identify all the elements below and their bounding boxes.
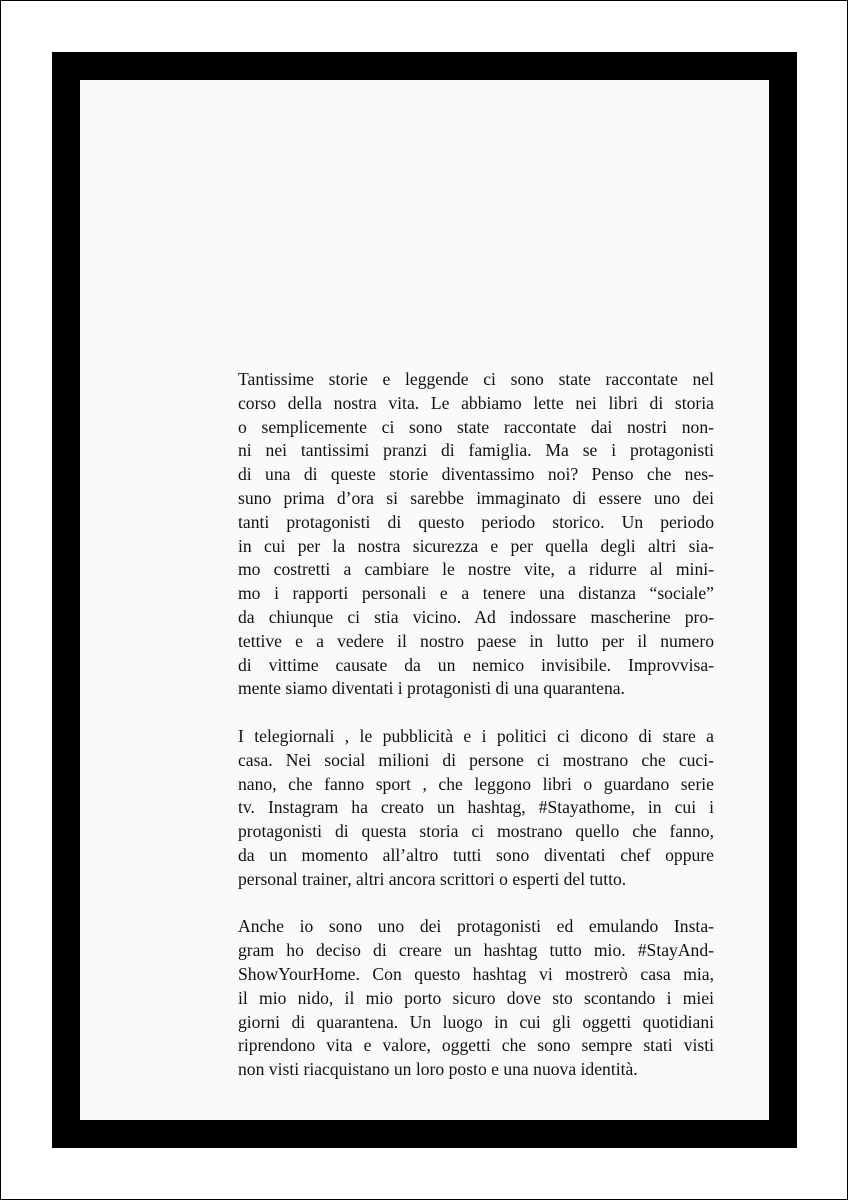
- text-line: di una di queste storie diventassimo noi? Penso che nes-: [238, 464, 714, 485]
- paragraph-1: [238, 368, 714, 701]
- text-line: mo i rapporti personali e a tenere una distanza “sociale”: [238, 583, 714, 604]
- text-line: Anche io sono uno dei protagonisti ed emulando Insta-: [238, 916, 714, 937]
- text-line: tv. Instagram ha creato un hashtag, #Stayathome, in cui i: [238, 797, 714, 818]
- text-line: mente siamo diventati i protagonisti di una quarantena.: [238, 678, 625, 699]
- text-line: tanti protagonisti di questo periodo storico. Un periodo: [238, 511, 714, 532]
- text-line: il mio nido, il mio porto sicuro dove sto scontando i miei: [238, 987, 714, 1008]
- paragraph-3: [238, 915, 714, 1082]
- paragraph-2: [238, 725, 714, 892]
- text-line: casa. Nei social milioni di persone ci mostrano che cuci-: [238, 749, 714, 770]
- text-line: da chiunque ci stia vicino. Ad indossare mascherine pro-: [238, 606, 714, 627]
- text-line: ShowYourHome. Con questo hashtag vi mostrerò casa mia,: [238, 963, 714, 984]
- text-line: mo costretti a cambiare le nostre vite, a ridurre al mini-: [238, 559, 714, 580]
- text-line: suno prima d’ora si sarebbe immaginato di essere uno dei: [238, 487, 714, 508]
- text-line: da un momento all’altro tutti sono diventati chef oppure: [238, 844, 714, 865]
- text-line: tettive e a vedere il nostro paese in lutto per il numero: [238, 630, 714, 651]
- text-line: in cui per la nostra sicurezza e per quella degli altri sia-: [238, 535, 714, 556]
- page-panel: [80, 80, 769, 1120]
- text-line: personal trainer, altri ancora scrittori o esperti del tutto.: [238, 868, 627, 889]
- text-line: di vittime causate da un nemico invisibile. Improvvisa-: [238, 654, 714, 675]
- text-line: giorni di quarantena. Un luogo in cui gli oggetti quotidiani: [238, 1011, 714, 1032]
- text-column: [238, 368, 714, 1106]
- text-line: I telegiornali , le pubblicità e i politici ci dicono di stare a: [238, 725, 714, 746]
- text-line: ni nei tantissimi pranzi di famiglia. Ma se i protagonisti: [238, 440, 714, 461]
- text-line: gram ho deciso di creare un hashtag tutto mio. #StayAnd-: [238, 940, 714, 961]
- text-line: Tantissime storie e leggende ci sono state raccontate nel: [238, 369, 714, 389]
- text-line: o semplicemente ci sono state raccontate dai nostri non-: [238, 416, 714, 437]
- text-line: non visti riacquistano un loro posto e una nuova identità.: [238, 1059, 638, 1080]
- text-line: riprendono vita e valore, oggetti che sono sempre stati visti: [238, 1035, 714, 1056]
- text-line: nano, che fanno sport , che leggono libri o guardano serie: [238, 773, 714, 794]
- text-line: protagonisti di questa storia ci mostrano quello che fanno,: [238, 821, 714, 842]
- text-line: corso della nostra vita. Le abbiamo lette nei libri di storia: [238, 392, 714, 413]
- black-frame: [52, 52, 797, 1148]
